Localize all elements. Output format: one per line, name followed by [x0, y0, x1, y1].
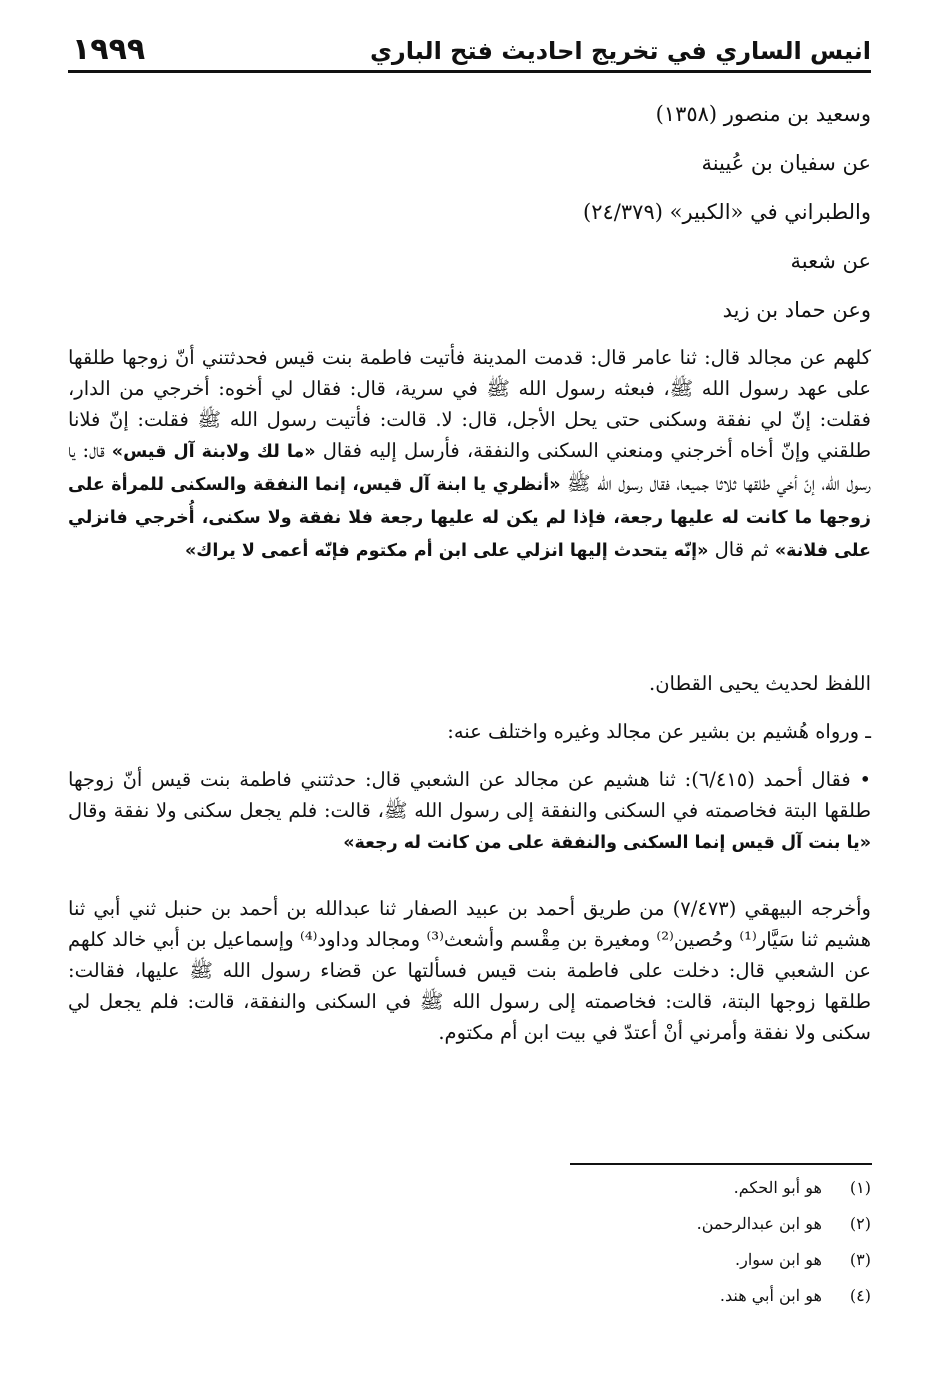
chain-line: عن سفيان بن عُيينة — [701, 151, 871, 175]
narration-paragraph — [68, 342, 871, 567]
narration-text: قال: يا رسول الله، إنّ أخي طلقها ثلاثا جميعا، فقال رسول الله ﷺ — [68, 439, 871, 495]
footnote-text: هو ابن سوار. — [735, 1250, 822, 1269]
narration-text: • فقال أحمد (٦/٤١٥): ثنا هشيم عن مجالد عن الشعبي قال: حدثتني فاطمة بنت قيس أنّ زوجها طلقها البتة فخاصمته في السكنى والنفقة إلى رسول الله ﷺ، قالت: فلم يجعل سكنى ولا نفقة وقال — [68, 768, 871, 822]
footnote-number: (٤) — [849, 1286, 871, 1305]
prophetic-quote: «ما لك ولابنة آل قيس» — [111, 442, 316, 462]
footnote-number: (٢) — [849, 1214, 871, 1233]
footnote-text: هو ابن عبدالرحمن. — [696, 1214, 822, 1233]
hushaym-line: ـ ورواه هُشيم بن بشير عن مجالد وغيره واختلف عنه: — [447, 720, 871, 743]
prophetic-quote: «أنظري يا ابنة آل قيس، إنما النفقة والسكنى للمرأة على زوجها ما كانت له عليها رجعة، فإذا لم يكن له عليها رجعة فلا نفقة ولا سكنى، أُخرجي فانزلي على فلانة» — [68, 475, 871, 561]
prophetic-quote: «يا بنت آل قيس إنما السكنى والنفقة على من كانت له رجعة» — [343, 833, 871, 853]
isnad-chains — [68, 90, 871, 335]
narration-text: ثم قال — [714, 538, 769, 561]
page-header — [68, 30, 871, 74]
chain-line: وسعيد بن منصور (١٣٥٨) — [655, 102, 871, 126]
footnote — [720, 1278, 871, 1314]
running-title: انيس الساري في تخريج احاديث فتح الباري — [369, 37, 871, 65]
ahmad-paragraph — [68, 764, 871, 859]
page-number: ١٩٩٩ — [72, 32, 146, 67]
footnote — [735, 1242, 871, 1278]
footnote — [697, 1206, 871, 1242]
footnote-text: هو ابن أبي هند. — [719, 1286, 822, 1305]
footnote-rule — [570, 1163, 872, 1165]
footnote-number: (١) — [849, 1178, 871, 1197]
prophetic-quote: «إنّه يتحدث إليها انزلي على ابن أم مكتوم فإنّه أعمى لا يراك» — [184, 541, 709, 561]
header-rule — [68, 70, 871, 73]
footnote — [734, 1170, 871, 1206]
bayhaqi-paragraph: وأخرجه البيهقي (٧/٤٧٣) من طريق أحمد بن عبيد الصفار ثنا عبدالله بن أحمد بن حنبل ثني أبي ثنا هشيم ثنا سَيَّار⁽¹⁾ وحُصين⁽²⁾ ومغيرة بن مِقْسم وأشعث⁽³⁾ ومجالد وداود⁽⁴⁾ وإسماعيل بن أبي خالد كلهم عن الشعبي قال: دخلت على فاطمة بنت قيس فسألتها عن قضاء رسول الله ﷺ عليها، فقالت: طلقها زوجها البتة، قالت: فخاصمته إلى رسول الله ﷺ في السكنى والنفقة، قالت: فلم يجعل لي سكنى ولا نفقة وأمرني أنْ أعتدّ في بيت ابن أم مكتوم. — [68, 897, 872, 1044]
narration-text: كلهم عن مجالد قال: ثنا عامر قال: قدمت المدينة فأتيت فاطمة بنت قيس فحدثتني أنّ زوجها طلقها على عهد رسول الله ﷺ، فبعثه رسول الله ﷺ في سرية، قال: فقال لي أخوه: أخرجي من الدار، فقلت: إنّ لي نفقة وسكنى حتى يحل الأجل، قال: لا. قالت: فأتيت رسول الله ﷺ فقلت: إنّ فلانا طلقني وإنّ أخاه أخرجني ومنعني السكنى والنفقة، فأرسل إليه فقال — [68, 346, 871, 462]
footnote-number: (٣) — [849, 1250, 871, 1269]
chain-line: عن شعبة — [790, 249, 871, 273]
footnote-text: هو أبو الحكم. — [733, 1178, 822, 1197]
chain-line: والطبراني في «الكبير» (٢٤/٣٧٩) — [583, 200, 871, 224]
chain-line: وعن حماد بن زيد — [722, 298, 871, 322]
lafz-note: اللفظ لحديث يحيى القطان. — [649, 672, 871, 695]
